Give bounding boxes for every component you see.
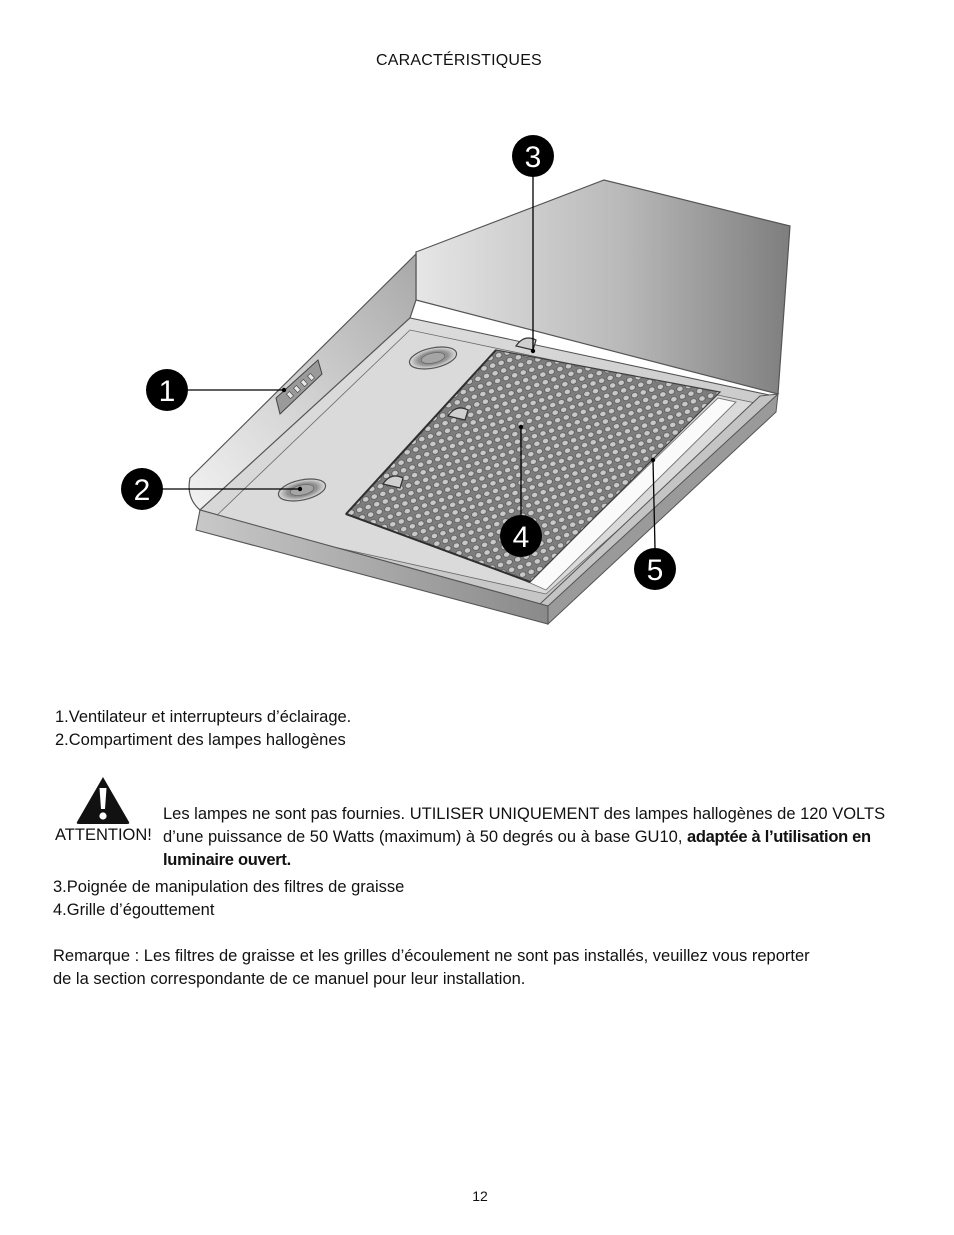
page-heading: CARACTÉRISTIQUES: [376, 52, 542, 69]
range-hood-illustration: [110, 130, 910, 640]
remark-paragraph: Remarque : Les filtres de graisse et les grilles d’écoulement ne sont pas installés, veuillez vous reporter de la section correspondante de ce manuel pour leur installation.: [53, 947, 810, 988]
list-item: 4.Grille d’égouttement: [53, 901, 215, 919]
callout-2: [121, 468, 163, 510]
warning-label: ATTENTION!: [55, 826, 152, 844]
parts-list-a: [55, 706, 351, 752]
callout-5-label: 5: [646, 554, 664, 587]
callout-5: [634, 548, 676, 590]
page-number: 12: [472, 1188, 488, 1204]
callout-3: [512, 135, 554, 177]
list-item: 1.Ventilateur et interrupteurs d’éclairage.: [55, 708, 352, 726]
list-item: 2.Compartiment des lampes hallogènes: [55, 731, 346, 749]
callout-4-label: 4: [512, 521, 530, 554]
warning-text-bold: adaptée à l’utilisation en luminaire ouvert.: [163, 828, 871, 869]
warning-text: [163, 803, 908, 872]
callout-2-label: 2: [133, 474, 151, 507]
list-item: 3.Poignée de manipulation des filtres de graisse: [53, 878, 405, 896]
callout-4: [500, 515, 542, 557]
warning-text-regular: Les lampes ne sont pas fournies. UTILISER UNIQUEMENT des lampes hallogènes de 120 VOLTS d’une puissance de 50 Watts (maximum) à 50 degrés ou à base GU10,: [163, 805, 886, 846]
parts-list-b: [53, 876, 404, 922]
callout-3-label: 3: [524, 141, 542, 174]
callout-1-label: 1: [158, 375, 176, 408]
callout-1: [146, 369, 188, 411]
warning-triangle-icon: [74, 774, 132, 826]
